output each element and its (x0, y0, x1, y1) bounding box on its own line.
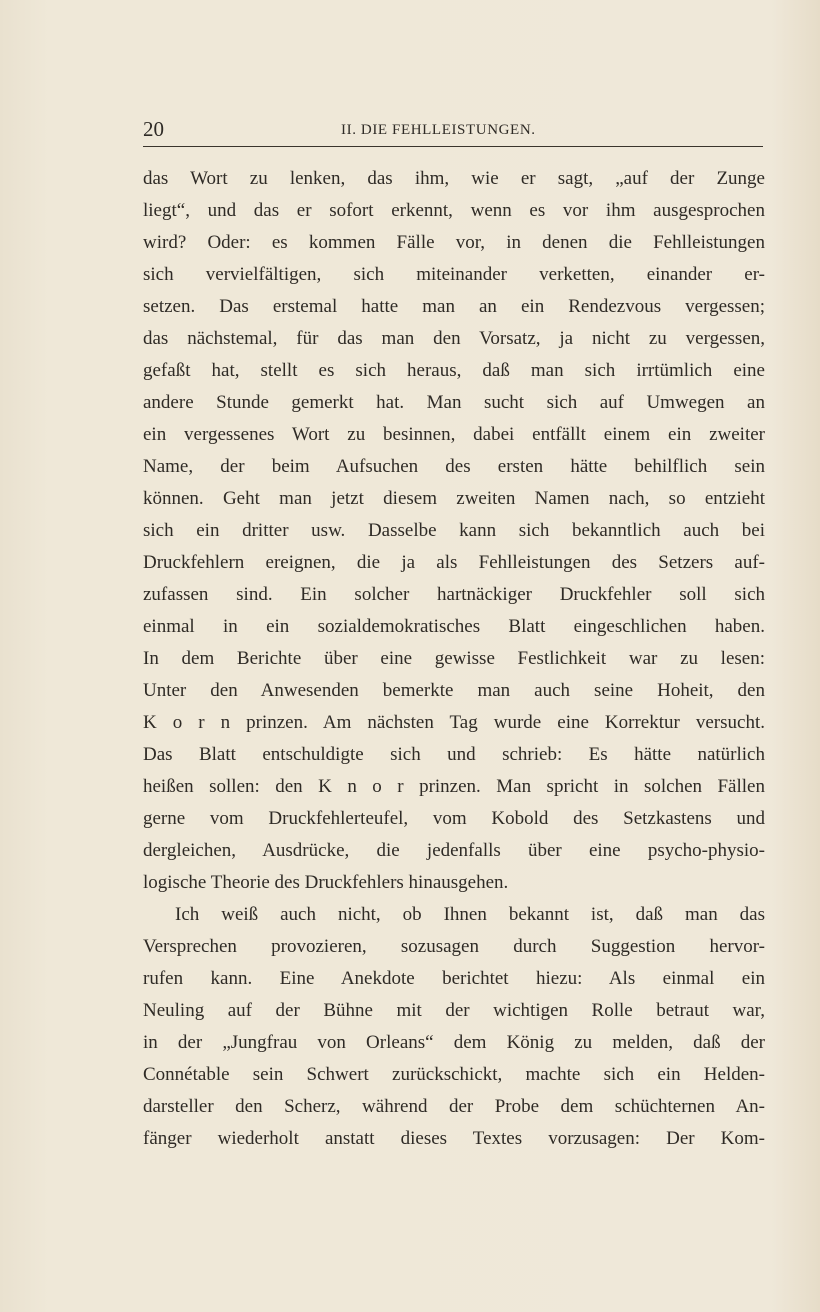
text-line: rufen kann. Eine Anekdote berichtet hiezu: Als einmal ein (143, 968, 765, 989)
text-line: gefaßt hat, stellt es sich heraus, daß man sich irrtümlich eine (143, 360, 765, 381)
text-line: andere Stunde gemerkt hat. Man sucht sich auf Umwegen an (143, 392, 765, 413)
text-line: Unter den Anwesenden bemerkte man auch seine Hoheit, den (143, 680, 765, 701)
paragraph (143, 163, 765, 899)
text-line: in der „Jungfrau von Orleans“ dem König zu melden, daß der (143, 1032, 765, 1053)
header-rule (143, 146, 763, 147)
text-line: In dem Berichte über eine gewisse Festlichkeit war zu lesen: (143, 648, 765, 669)
text-line: ein vergessenes Wort zu besinnen, dabei entfällt einem ein zweiter (143, 424, 765, 445)
body-text (143, 163, 765, 1155)
text-line: Name, der beim Aufsuchen des ersten hätte behilflich sein (143, 456, 765, 477)
page-number: 20 (143, 117, 164, 141)
text-line: können. Geht man jetzt diesem zweiten Namen nach, so entzieht (143, 488, 765, 509)
text-line: fänger wiederholt anstatt dieses Textes vorzusagen: Der Kom- (143, 1128, 765, 1149)
text-line: das Wort zu lenken, das ihm, wie er sagt, „auf der Zunge (143, 168, 765, 189)
text-line: zufassen sind. Ein solcher hartnäckiger Druckfehler soll sich (143, 584, 765, 605)
text-line: Neuling auf der Bühne mit der wichtigen Rolle betraut war, (143, 1000, 765, 1021)
text-line: das nächstemal, für das man den Vorsatz, ja nicht zu vergessen, (143, 328, 765, 349)
text-line: gerne vom Druckfehlerteufel, vom Kobold des Setzkastens und (143, 808, 765, 829)
text-line: darsteller den Scherz, während der Probe dem schüchternen An- (143, 1096, 765, 1117)
text-line: Druckfehlern ereignen, die ja als Fehlleistungen des Setzers auf- (143, 552, 765, 573)
text-line: einmal in ein sozialdemokratisches Blatt eingeschlichen haben. (143, 616, 765, 637)
paragraph (143, 899, 765, 1155)
text-line: heißen sollen: den K n o r prinzen. Man spricht in solchen Fällen (143, 776, 765, 797)
text-line: Das Blatt entschuldigte sich und schrieb: Es hätte natürlich (143, 744, 765, 765)
text-line: dergleichen, Ausdrücke, die jedenfalls über eine psycho-physio- (143, 840, 765, 861)
running-head: II. DIE FEHLLEISTUNGEN. (341, 122, 536, 138)
text-line: sich ein dritter usw. Dasselbe kann sich bekanntlich auch bei (143, 520, 765, 541)
text-line: Versprechen provozieren, sozusagen durch Suggestion hervor- (143, 936, 765, 957)
text-line: sich vervielfältigen, sich miteinander verketten, einander er- (143, 264, 765, 285)
text-line: Connétable sein Schwert zurückschickt, machte sich ein Helden- (143, 1064, 765, 1085)
text-line: logische Theorie des Druckfehlers hinausgehen. (143, 872, 509, 893)
text-line: Ich weiß auch nicht, ob Ihnen bekannt ist, daß man das (175, 904, 765, 925)
text-line: K o r n prinzen. Am nächsten Tag wurde eine Korrektur versucht. (143, 712, 765, 733)
page-header (143, 116, 763, 142)
text-line: setzen. Das erstemal hatte man an ein Rendezvous vergessen; (143, 296, 765, 317)
text-line: liegt“, und das er sofort erkennt, wenn es vor ihm ausgesprochen (143, 200, 765, 221)
text-line: wird? Oder: es kommen Fälle vor, in denen die Fehlleistungen (143, 232, 765, 253)
